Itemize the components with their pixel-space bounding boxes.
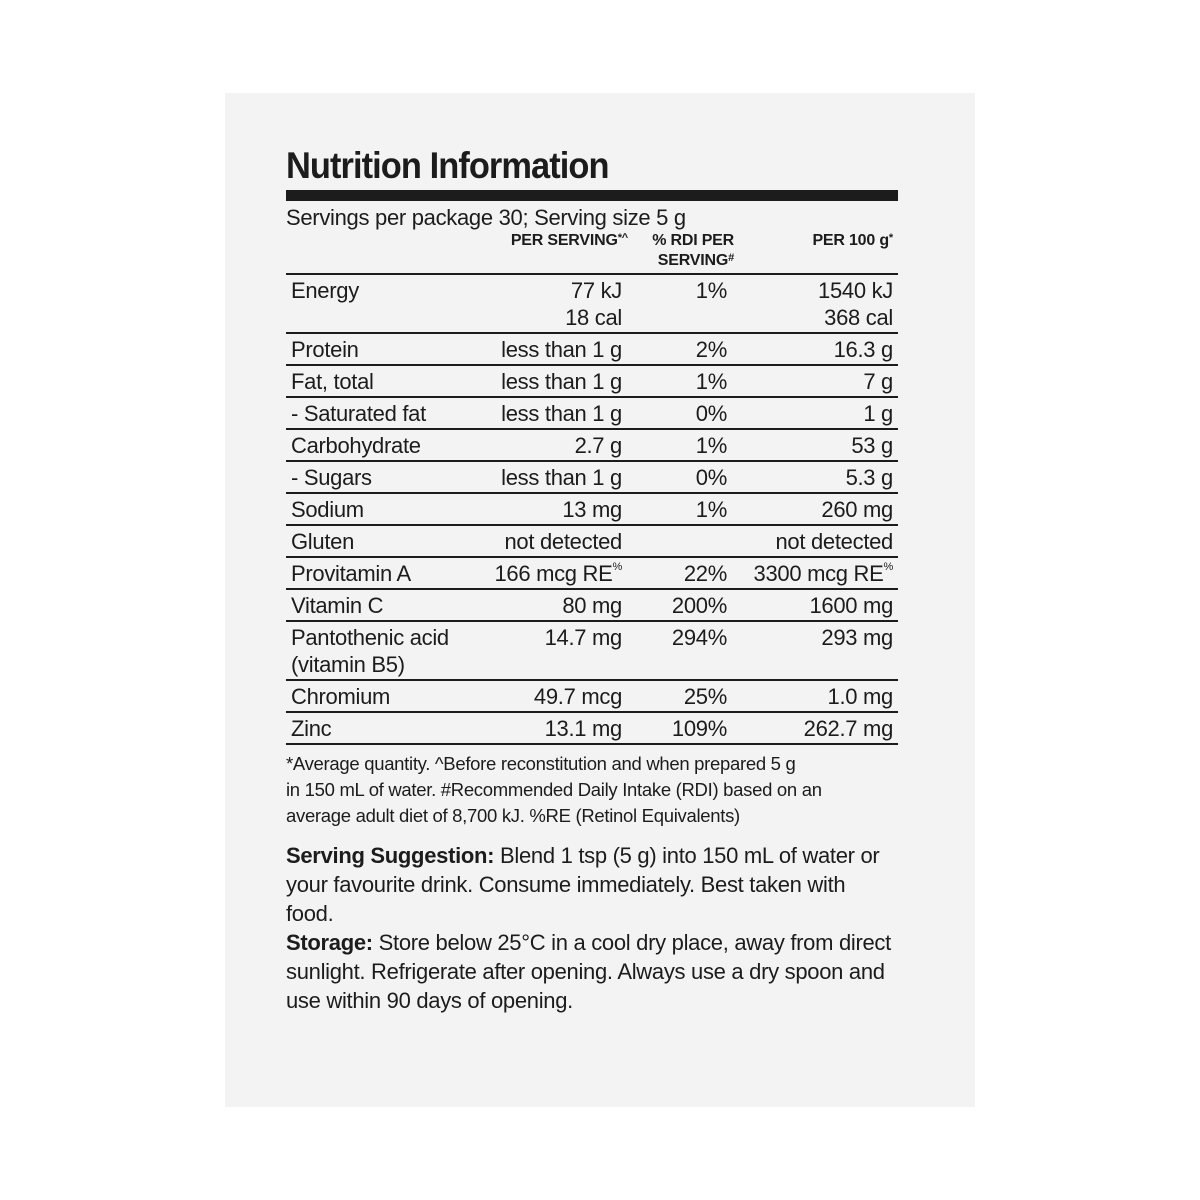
per-100g-value bbox=[732, 493, 898, 525]
per-serving-value-line: less than 1 g bbox=[501, 369, 622, 394]
per-100g-value bbox=[732, 333, 898, 365]
table-row bbox=[286, 461, 898, 493]
per-serving-value-line: less than 1 g bbox=[501, 465, 622, 490]
per-100g-value-line: 16.3 g bbox=[833, 337, 893, 362]
per-100g-value bbox=[732, 621, 898, 680]
rdi-value-line: 2% bbox=[695, 337, 727, 362]
nutrient-name-line: (vitamin B5) bbox=[291, 652, 405, 677]
table-row bbox=[286, 274, 898, 333]
nutrient-name bbox=[286, 589, 486, 621]
per-serving-value bbox=[486, 712, 627, 744]
nutrient-name-line: Sodium bbox=[291, 497, 364, 522]
per-100g-value-line: 5.3 g bbox=[845, 465, 893, 490]
nutrient-name bbox=[286, 493, 486, 525]
per-serving-value-line: 77 kJ bbox=[570, 278, 622, 303]
nutrient-name-line: Gluten bbox=[291, 529, 355, 554]
table-row bbox=[286, 397, 898, 429]
rdi-value bbox=[627, 274, 732, 333]
per-serving-value bbox=[486, 589, 627, 621]
header-rdi-line1: % RDI PER bbox=[652, 232, 734, 249]
nutrient-name bbox=[286, 621, 486, 680]
nutrient-name bbox=[286, 274, 486, 333]
nutrient-name bbox=[286, 365, 486, 397]
header-rdi-line2: SERVING# bbox=[657, 252, 734, 269]
per-100g-value-line: 293 mg bbox=[821, 625, 893, 650]
per-100g-value-line: not detected bbox=[775, 529, 893, 554]
rdi-value-line: 22% bbox=[683, 561, 727, 586]
per-100g-value-line: 1 g bbox=[863, 401, 893, 426]
per-serving-value bbox=[486, 461, 627, 493]
per-serving-value-line: 13.1 mg bbox=[544, 716, 622, 741]
rdi-value-line: 0% bbox=[695, 401, 727, 426]
per-100g-value-line: 3300 mcg RE% bbox=[753, 561, 893, 586]
nutrient-name bbox=[286, 333, 486, 365]
serving-suggestion-label: Serving Suggestion: bbox=[286, 843, 495, 868]
rdi-value bbox=[627, 525, 732, 557]
header-per-serving: PER SERVING*^ bbox=[510, 232, 628, 249]
per-serving-value-line: 18 cal bbox=[565, 305, 622, 330]
table-row bbox=[286, 525, 898, 557]
rdi-value bbox=[627, 712, 732, 744]
nutrition-table bbox=[286, 273, 898, 745]
per-100g-value bbox=[732, 429, 898, 461]
nutrient-name-line: Zinc bbox=[291, 716, 332, 741]
serving-suggestion-text: Blend 1 tsp (5 g) into 150 mL of water or your favourite drink. Consume immediately. Best taken with food. bbox=[286, 843, 880, 926]
servings-line: Servings per package 30; Serving size 5 g bbox=[286, 205, 686, 230]
per-100g-value-line: 1600 mg bbox=[809, 593, 893, 618]
table-row bbox=[286, 365, 898, 397]
nutrient-name bbox=[286, 712, 486, 744]
rdi-value bbox=[627, 493, 732, 525]
footnote-line: in 150 mL of water. #Recommended Daily Intake (RDI) based on an bbox=[286, 779, 822, 800]
storage-label: Storage: bbox=[286, 930, 373, 955]
rdi-value-line: 1% bbox=[695, 433, 727, 458]
nutrient-name-line: Vitamin C bbox=[291, 593, 384, 618]
rdi-value bbox=[627, 429, 732, 461]
nutrient-name-line: Carbohydrate bbox=[291, 433, 421, 458]
header-per-100g: PER 100 g* bbox=[812, 232, 893, 249]
rdi-value-line: 1% bbox=[695, 497, 727, 522]
nutrient-name-line: Protein bbox=[291, 337, 359, 362]
per-100g-value bbox=[732, 525, 898, 557]
nutrient-name-line: Chromium bbox=[291, 684, 391, 709]
table-row bbox=[286, 680, 898, 712]
rdi-value bbox=[627, 621, 732, 680]
rdi-value bbox=[627, 589, 732, 621]
table-row bbox=[286, 589, 898, 621]
per-100g-value-line: 368 cal bbox=[824, 305, 893, 330]
rdi-value bbox=[627, 680, 732, 712]
nutrient-name bbox=[286, 429, 486, 461]
per-100g-value bbox=[732, 397, 898, 429]
per-100g-value-line: 53 g bbox=[851, 433, 893, 458]
rdi-value-line: 0% bbox=[695, 465, 727, 490]
per-serving-value bbox=[486, 557, 627, 589]
rdi-value-line: 1% bbox=[695, 278, 727, 303]
per-100g-value bbox=[732, 365, 898, 397]
nutrient-name-line: Pantothenic acid bbox=[291, 625, 449, 650]
nutrient-name-line: - Sugars bbox=[291, 465, 372, 490]
per-100g-value-line: 1540 kJ bbox=[818, 278, 893, 303]
table-row bbox=[286, 712, 898, 744]
rdi-value-line: 109% bbox=[671, 716, 727, 741]
per-100g-value bbox=[732, 680, 898, 712]
nutrient-name-line: Energy bbox=[291, 278, 359, 303]
nutrient-name bbox=[286, 461, 486, 493]
table-row bbox=[286, 621, 898, 680]
per-serving-value bbox=[486, 621, 627, 680]
per-serving-value-line: 80 mg bbox=[562, 593, 622, 618]
per-100g-value bbox=[732, 461, 898, 493]
per-100g-value bbox=[732, 557, 898, 589]
per-serving-value-line: less than 1 g bbox=[501, 337, 622, 362]
header-rdi bbox=[652, 231, 734, 271]
rdi-value-line: 294% bbox=[671, 625, 727, 650]
table-row bbox=[286, 429, 898, 461]
storage-text: Store below 25°C in a cool dry place, away from direct sunlight. Refrigerate after opening. Always use a dry spoon and use within 90 days of opening. bbox=[286, 930, 891, 1013]
rdi-value bbox=[627, 397, 732, 429]
per-100g-value-line: 260 mg bbox=[821, 497, 893, 522]
nutrient-name-line: - Saturated fat bbox=[291, 401, 426, 426]
per-serving-value bbox=[486, 333, 627, 365]
column-headers bbox=[286, 231, 898, 273]
footnotes bbox=[286, 751, 898, 829]
per-100g-value-line: 262.7 mg bbox=[803, 716, 893, 741]
per-serving-value bbox=[486, 493, 627, 525]
nutrient-name bbox=[286, 525, 486, 557]
footnote-line: average adult diet of 8,700 kJ. %RE (Retinol Equivalents) bbox=[286, 805, 740, 826]
per-serving-value-line: less than 1 g bbox=[501, 401, 622, 426]
rdi-value-line: 25% bbox=[683, 684, 727, 709]
table-row bbox=[286, 557, 898, 589]
per-serving-value bbox=[486, 680, 627, 712]
nutrient-name bbox=[286, 557, 486, 589]
title-rule bbox=[286, 190, 898, 201]
table-row bbox=[286, 493, 898, 525]
rdi-value bbox=[627, 333, 732, 365]
per-serving-value-line: not detected bbox=[504, 529, 622, 554]
per-serving-value bbox=[486, 365, 627, 397]
per-serving-value bbox=[486, 397, 627, 429]
per-serving-value-line: 14.7 mg bbox=[544, 625, 622, 650]
nutrient-name-line: Provitamin A bbox=[291, 561, 411, 586]
rdi-value-line: 200% bbox=[671, 593, 727, 618]
per-serving-value bbox=[486, 429, 627, 461]
per-100g-value bbox=[732, 589, 898, 621]
rdi-value bbox=[627, 557, 732, 589]
nutrition-panel bbox=[286, 140, 898, 1015]
per-serving-value-line: 49.7 mcg bbox=[533, 684, 622, 709]
table-row bbox=[286, 333, 898, 365]
per-100g-value-line: 1.0 mg bbox=[827, 684, 893, 709]
rdi-value bbox=[627, 365, 732, 397]
nutrient-name bbox=[286, 680, 486, 712]
rdi-value bbox=[627, 461, 732, 493]
per-100g-value bbox=[732, 712, 898, 744]
per-serving-value-line: 2.7 g bbox=[574, 433, 622, 458]
rdi-value-line: 1% bbox=[695, 369, 727, 394]
usage-text bbox=[286, 841, 898, 1015]
nutrient-name bbox=[286, 397, 486, 429]
per-serving-value-line: 13 mg bbox=[562, 497, 622, 522]
nutrition-rows bbox=[286, 274, 898, 744]
per-serving-value bbox=[486, 274, 627, 333]
per-serving-value bbox=[486, 525, 627, 557]
footnote-line: *Average quantity. ^Before reconstitution and when prepared 5 g bbox=[286, 753, 796, 774]
per-100g-value-line: 7 g bbox=[863, 369, 893, 394]
per-serving-value-line: 166 mcg RE% bbox=[494, 561, 622, 586]
per-100g-value bbox=[732, 274, 898, 333]
panel-title: Nutrition Information bbox=[286, 145, 609, 186]
nutrient-name-line: Fat, total bbox=[291, 369, 374, 394]
